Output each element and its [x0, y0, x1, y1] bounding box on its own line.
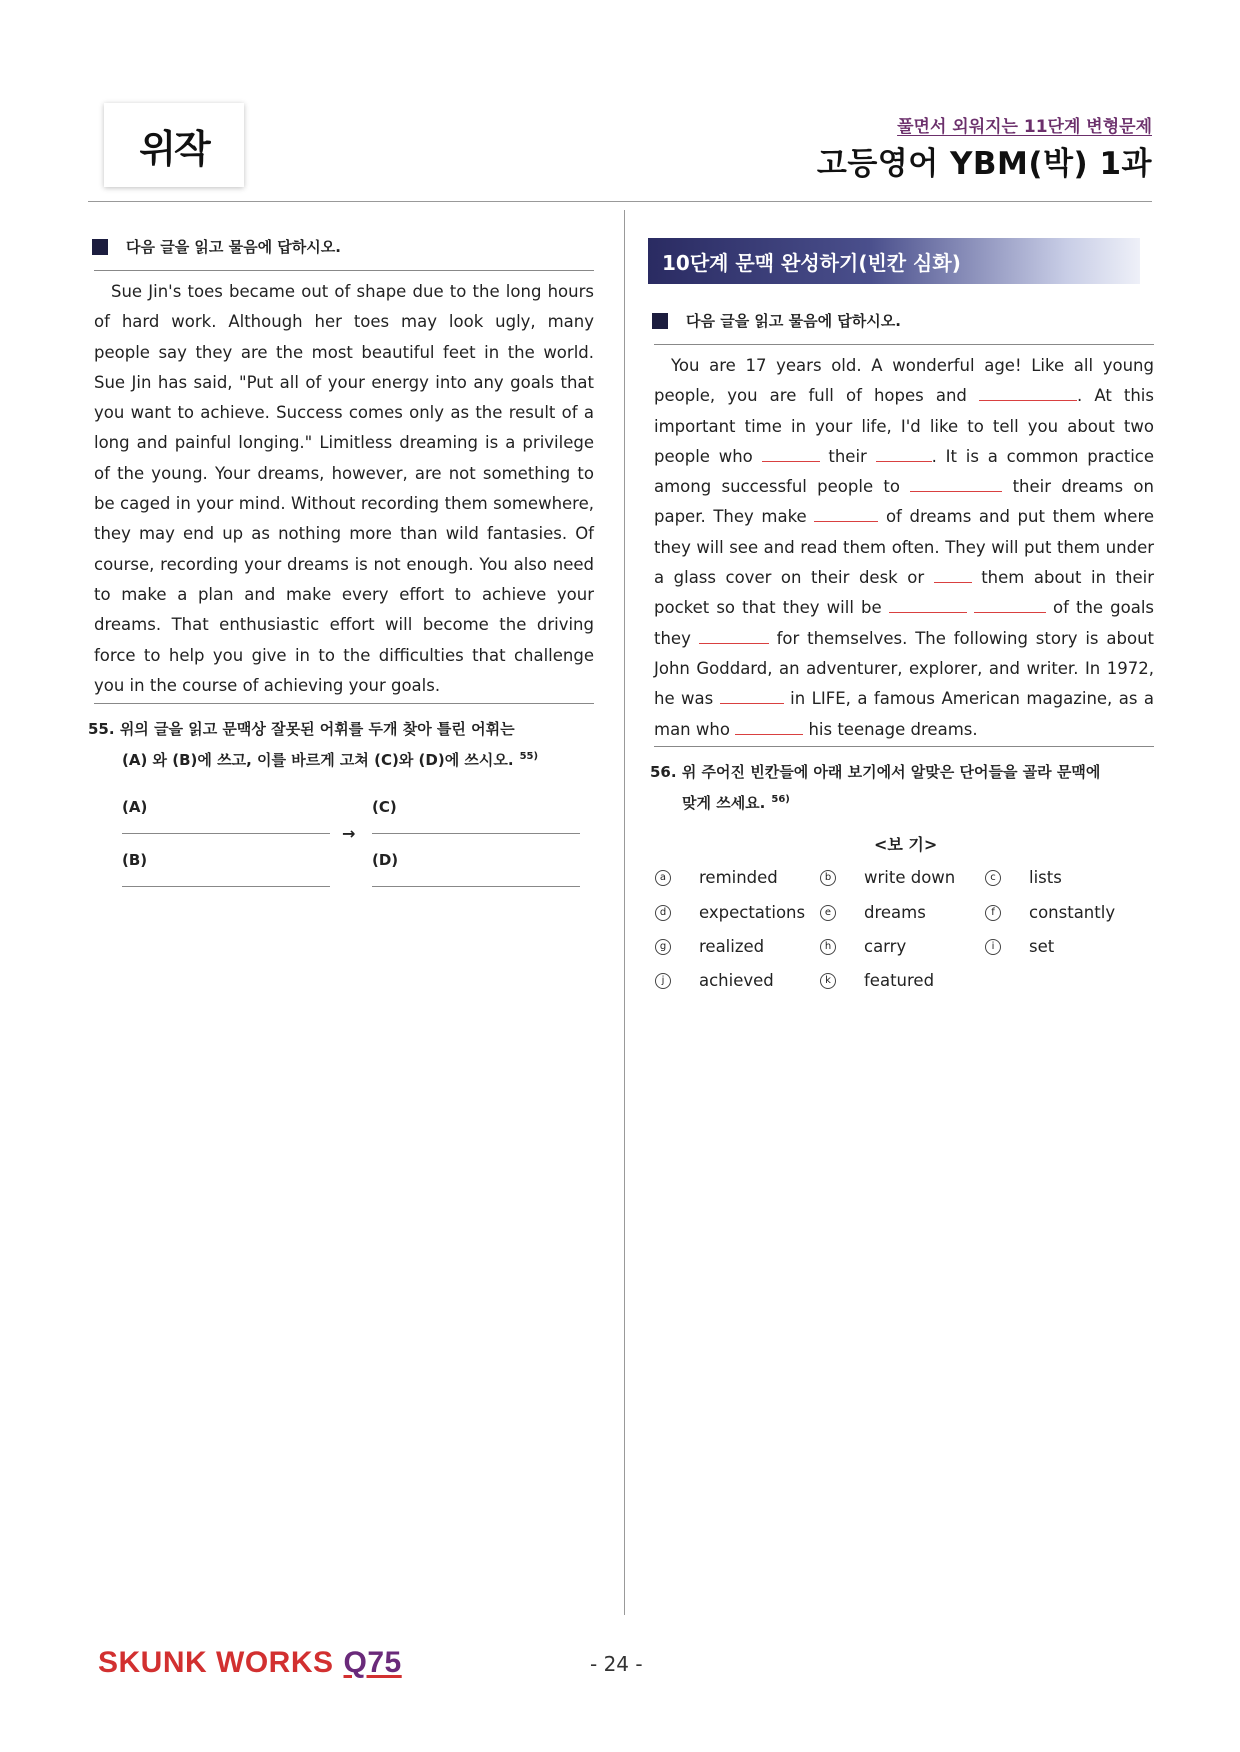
left-passage-text: Sue Jin's toes became out of shape due to the long hours of hard work. Although her toes may look ugly, many people say they are the most beautiful feet in the world. Sue Jin has said, "Put all of your energy into any goals that you want to achieve. Success comes only as the result of a long and painful longing." Limitless dreaming is a privilege of the young. Your dreams, however, are not something to be caged in your mind. Without recording them somewhere, they may end up as nothing more than wild fantasies. Of course, recording your dreams is not enough. You also need to make a plan and make every effort to achieve your dreams. That enthusiastic effort will become the driving force to help you give in to the difficulties that challenge you in the course of achieving your goals.: [94, 282, 594, 695]
blank-8[interactable]: [974, 598, 1046, 613]
circle-d-icon: d: [655, 905, 671, 921]
passage-segment: of the goals they: [654, 598, 1155, 648]
header-subtitle: 풀면서 외워지는 11단계 변형문제: [897, 117, 1152, 137]
option-h-word: carry: [864, 937, 907, 956]
answer-label-a: (A): [122, 798, 148, 816]
arrow-icon: →: [342, 824, 356, 843]
question-55: [88, 716, 618, 774]
header-title: 고등영어 YBM(박) 1과: [816, 146, 1152, 182]
right-instruction: [652, 310, 901, 331]
circle-k-icon: k: [820, 973, 836, 989]
page-number: - 24 -: [590, 1652, 643, 1676]
option-d-word: expectations: [699, 903, 806, 922]
question-56-number: 56.: [650, 763, 677, 781]
option-g: [655, 937, 764, 956]
question-56-text2: 맞게 쓰세요.: [682, 794, 766, 812]
circle-j-icon: j: [655, 973, 671, 989]
circle-f-icon: f: [985, 905, 1001, 921]
option-h: [820, 937, 906, 956]
circle-g-icon: g: [655, 939, 671, 955]
option-e: [820, 903, 926, 922]
blank-1[interactable]: [979, 386, 1077, 401]
option-i: [985, 937, 1054, 956]
question-55-text2: (A) 와 (B)에 쓰고, 이를 바르게 고쳐 (C)와 (D)에 쓰시오.: [122, 751, 514, 769]
question-56-line1: [650, 759, 1150, 786]
passage-segment: . At this important time in your life, I'd like to tell you about two people who: [654, 386, 1154, 466]
footer-brand: [98, 1646, 402, 1680]
option-j: [655, 971, 774, 990]
section-banner: 10단계 문맥 완성하기(빈칸 심화): [648, 238, 1140, 284]
left-passage-bottom-rule: [94, 703, 594, 704]
left-instruction: [92, 236, 341, 257]
option-f-word: constantly: [1029, 903, 1116, 922]
blank-4[interactable]: [910, 477, 1002, 492]
left-instruction-text: 다음 글을 읽고 물음에 답하시오.: [126, 238, 341, 256]
question-55-text1: 위의 글을 읽고 문맥상 잘못된 어휘를 두개 찾아 틀린 어휘는: [119, 720, 515, 738]
answer-line-b[interactable]: [122, 886, 330, 887]
passage-segment: his teenage dreams.: [808, 719, 978, 739]
blank-3[interactable]: [876, 447, 932, 462]
option-e-word: dreams: [864, 903, 926, 922]
logo: [104, 103, 244, 187]
option-g-word: realized: [699, 937, 765, 956]
passage-segment: in LIFE, a famous American magazine, as a man who: [654, 689, 1155, 739]
footer-brand-code: Q75: [343, 1646, 402, 1679]
left-passage-top-rule: [94, 270, 594, 271]
logo-text: 위작: [139, 125, 209, 171]
passage-segment: for themselves. The following story is about John Goddard, an adventurer, explorer, and writer. In 1972, he was: [654, 628, 1154, 709]
circle-b-icon: b: [820, 870, 836, 886]
question-56-text1: 위 주어진 빈칸들에 아래 보기에서 알맞은 단어들을 골라 문맥에: [681, 763, 1101, 781]
blank-9[interactable]: [699, 629, 769, 644]
blank-7[interactable]: [889, 598, 967, 613]
answer-line-a[interactable]: [122, 833, 330, 834]
option-b: [820, 868, 955, 887]
right-passage-bottom-rule: [654, 746, 1154, 747]
question-56-line2: [650, 786, 1150, 817]
right-instruction-text: 다음 글을 읽고 물음에 답하시오.: [686, 312, 901, 330]
question-56-footnote: 56): [771, 794, 790, 805]
answer-line-c[interactable]: [372, 833, 580, 834]
question-55-line1: [88, 716, 618, 743]
blank-6[interactable]: [934, 568, 972, 583]
option-d: [655, 903, 805, 922]
answer-label-d: (D): [372, 851, 399, 869]
bullet-square-icon: [652, 313, 668, 329]
choices-box-title: <보 기>: [874, 835, 938, 854]
passage-segment: . It is a common practice among successful people to: [654, 446, 1154, 497]
answer-line-d[interactable]: [372, 886, 580, 887]
question-55-footnote: 55): [519, 751, 539, 762]
left-passage: [94, 277, 594, 701]
passage-segment: their: [828, 446, 867, 466]
footer-brand-name: SKUNK WORKS: [98, 1646, 334, 1679]
answer-label-c: (C): [372, 798, 397, 816]
option-k: [820, 971, 934, 990]
answer-label-b: (B): [122, 851, 148, 869]
blank-2[interactable]: [762, 447, 820, 462]
question-56: [650, 759, 1150, 817]
right-passage-top-rule: [654, 344, 1154, 345]
question-55-line2: [88, 743, 618, 774]
passage-segment: them about in their pocket so that they will be: [654, 568, 1154, 618]
option-b-word: write down: [864, 868, 956, 887]
option-a: [655, 868, 778, 887]
question-55-number: 55.: [88, 720, 115, 738]
circle-i-icon: i: [985, 939, 1001, 955]
option-a-word: reminded: [699, 868, 778, 887]
option-c: [985, 868, 1062, 887]
right-passage: [654, 351, 1154, 745]
blank-11[interactable]: [735, 720, 803, 735]
bullet-square-icon: [92, 239, 108, 255]
column-divider: [624, 210, 625, 1615]
header-rule: [88, 201, 1152, 202]
circle-e-icon: e: [820, 905, 836, 921]
blank-10[interactable]: [720, 689, 784, 704]
option-j-word: achieved: [699, 971, 774, 990]
circle-a-icon: a: [655, 870, 671, 886]
passage-segment: You are 17 years old. A wonderful age! Like all young people, you are full of hopes and: [654, 356, 1154, 406]
option-c-word: lists: [1029, 868, 1062, 887]
right-passage-paragraph: [654, 351, 1154, 745]
option-f: [985, 903, 1115, 922]
circle-c-icon: c: [985, 870, 1001, 886]
option-i-word: set: [1029, 937, 1055, 956]
passage-segment: their dreams on paper. They make: [654, 477, 1154, 527]
circle-h-icon: h: [820, 939, 836, 955]
passage-segment: of dreams and put them where they will see and read them often. They will put them under a glass cover on their desk or: [654, 507, 1155, 588]
blank-5[interactable]: [814, 507, 878, 522]
option-k-word: featured: [864, 971, 935, 990]
